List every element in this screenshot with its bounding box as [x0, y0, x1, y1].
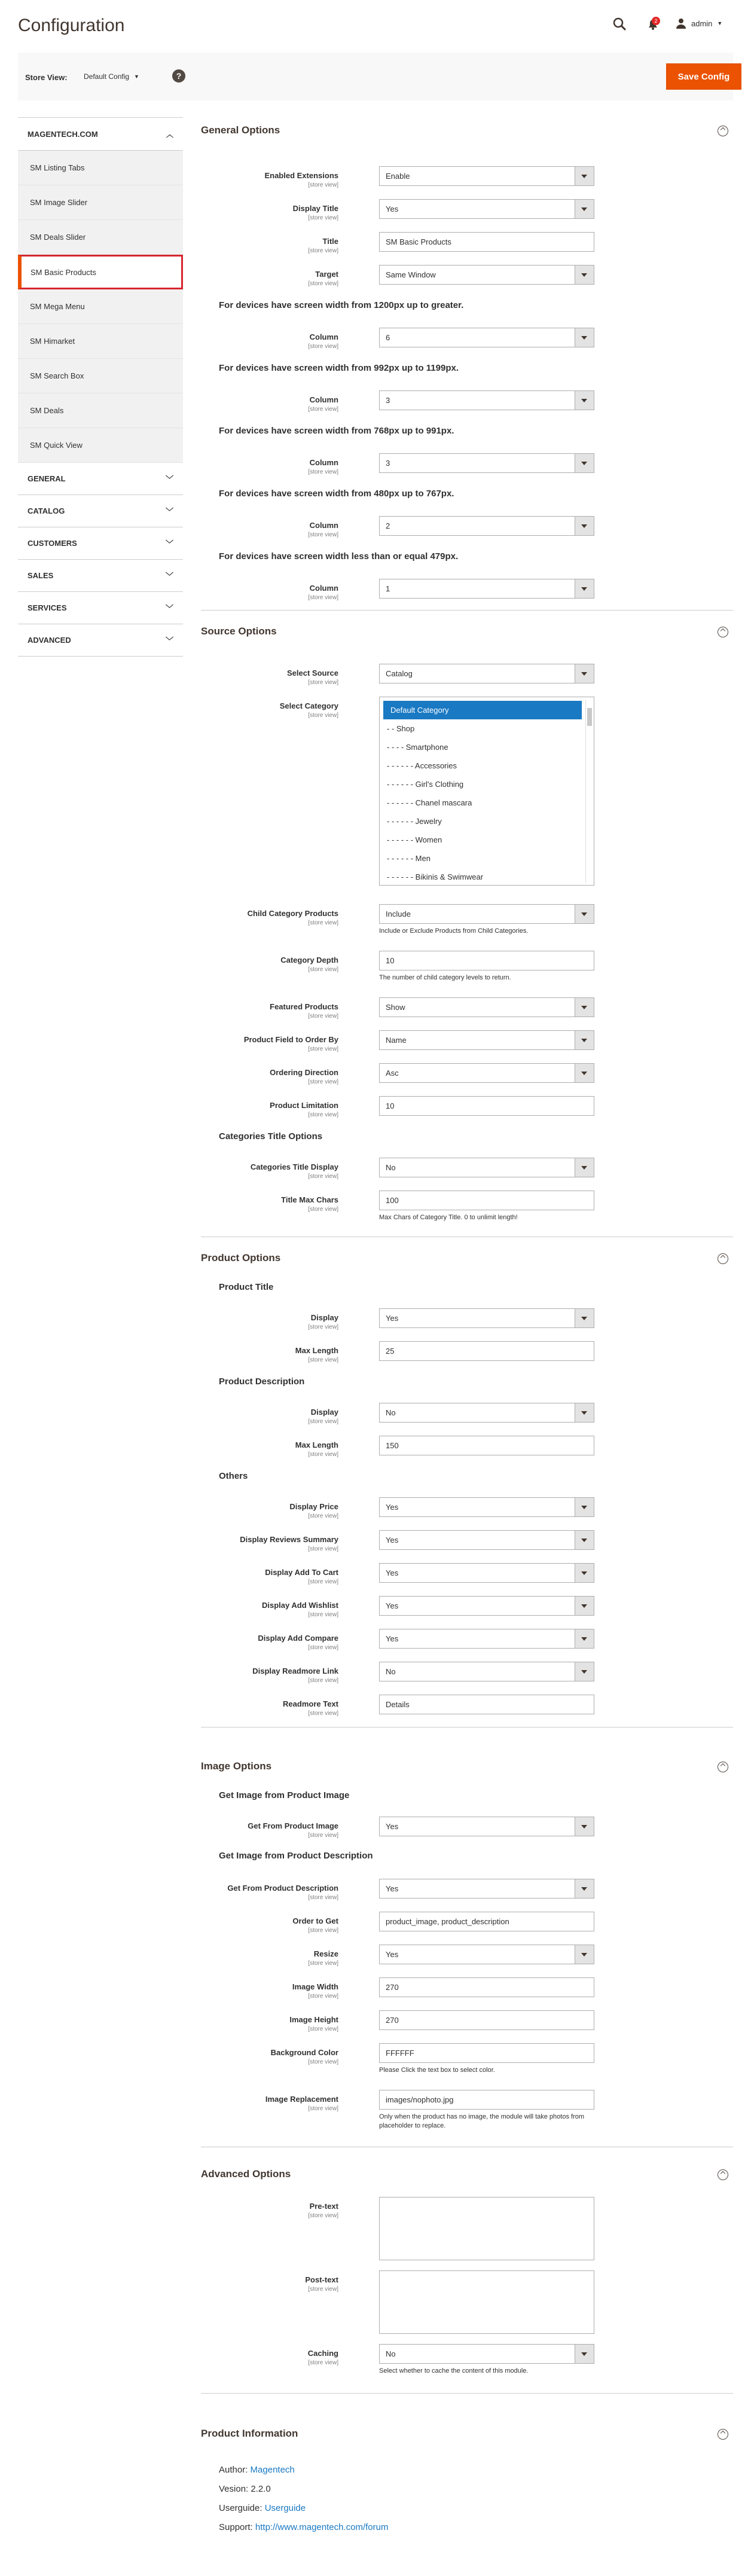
field-label: Product Limitation: [270, 1101, 338, 1110]
scrollbar-thumb[interactable]: [587, 708, 592, 726]
field-note: Max Chars of Category Title. 0 to unlimit length!: [379, 1214, 518, 1221]
field-label: Ordering Direction: [270, 1068, 338, 1077]
display-add-cart-select[interactable]: Yes: [379, 1563, 594, 1583]
field-label: Display Price: [289, 1502, 338, 1511]
image-replacement-input[interactable]: images/nophoto.jpg: [379, 2090, 594, 2110]
category-option[interactable]: - - - - - - Chanel mascara: [387, 798, 472, 807]
field-label: Target: [315, 270, 338, 279]
field-label: Max Length: [295, 1346, 338, 1355]
caret-down-icon: ▼: [134, 74, 139, 80]
product-information-header[interactable]: [201, 2421, 733, 2446]
config-sidebar: [18, 117, 183, 657]
readmore-text-input[interactable]: Details: [379, 1695, 594, 1714]
scope-label: [store view]: [308, 1710, 338, 1717]
sidebar-section-general[interactable]: [18, 463, 183, 495]
scope-label: [store view]: [308, 1046, 338, 1052]
field-label: Display: [310, 1313, 338, 1322]
scope-label: [store view]: [308, 1677, 338, 1684]
display-title-select[interactable]: Yes: [379, 199, 594, 219]
image-options-header[interactable]: [201, 1753, 733, 1778]
field-label: Product Field to Order By: [243, 1035, 338, 1044]
field-label: Featured Products: [270, 1002, 338, 1011]
sidebar-item-image-slider[interactable]: SM Image Slider: [18, 185, 183, 220]
column-480-select[interactable]: 2: [379, 516, 594, 536]
category-option[interactable]: - - - - - - Bikinis & Swimwear: [387, 872, 484, 881]
category-option[interactable]: - - - - - - Men: [387, 854, 431, 863]
field-label: Title: [322, 237, 338, 246]
chevron-down-icon: ﹀: [165, 572, 173, 581]
category-option[interactable]: - - - - - - Jewelry: [387, 817, 442, 826]
scope-label: [store view]: [308, 1927, 338, 1934]
field-label: Column: [309, 332, 338, 341]
from-image-select[interactable]: Yes: [379, 1817, 594, 1836]
collapse-icon[interactable]: [718, 126, 728, 136]
enabled-extensions-select[interactable]: Enable: [379, 166, 594, 186]
section-title: General Options: [201, 124, 280, 136]
scope-label: [store view]: [308, 966, 338, 973]
field-label: Display: [310, 1408, 338, 1417]
field-label: Get From Product Description: [227, 1884, 338, 1893]
others-heading: Others: [219, 1471, 248, 1481]
store-view-dropdown[interactable]: [84, 72, 139, 81]
column-992-select[interactable]: 3: [379, 390, 594, 410]
ordering-direction-select[interactable]: Asc: [379, 1063, 594, 1083]
field-label: Column: [309, 395, 338, 404]
userguide-line: [219, 2503, 306, 2513]
order-by-select[interactable]: Name: [379, 1030, 594, 1050]
field-label: Column: [309, 458, 338, 467]
version-label: Vesion:: [219, 2484, 249, 2494]
scope-label: [store view]: [308, 2360, 338, 2366]
featured-products-select[interactable]: Show: [379, 997, 594, 1017]
image-from-product-heading: Get Image from Product Image: [219, 1790, 350, 1800]
field-label: Display Add Wishlist: [262, 1601, 338, 1610]
chevron-down-icon: ﹀: [165, 604, 173, 613]
field-note: Include or Exclude Products from Child Categories.: [379, 927, 529, 935]
scope-label: [store view]: [308, 712, 338, 719]
title-max-length-input[interactable]: 25: [379, 1341, 594, 1361]
scope-label: [store view]: [308, 280, 338, 287]
user-icon: [676, 18, 686, 29]
chevron-down-icon: ﹀: [165, 636, 173, 645]
scope-label: [store view]: [308, 1013, 338, 1020]
from-desc-select[interactable]: Yes: [379, 1879, 594, 1899]
product-limitation-input[interactable]: 10: [379, 1096, 594, 1116]
version-value: 2.2.0: [251, 2484, 271, 2494]
scope-label: [store view]: [308, 920, 338, 926]
scope-label: [store view]: [308, 1451, 338, 1458]
scope-label: [store view]: [308, 1644, 338, 1651]
field-label: Select Source: [287, 669, 338, 677]
field-label: Title Max Chars: [281, 1195, 338, 1204]
device-heading-479: For devices have screen width less than or equal 479px.: [219, 551, 459, 561]
scope-label: [store view]: [308, 2286, 338, 2293]
general-options-header[interactable]: [201, 117, 733, 142]
divider: [201, 610, 733, 611]
title-display-select[interactable]: Yes: [379, 1308, 594, 1328]
field-label: Category Depth: [280, 956, 338, 965]
user-name: admin: [691, 19, 713, 28]
scope-label: [store view]: [308, 182, 338, 188]
display-readmore-select[interactable]: No: [379, 1662, 594, 1681]
userguide-link[interactable]: Userguide: [264, 2503, 306, 2513]
scope-label: [store view]: [308, 2105, 338, 2112]
store-view-label: Store View:: [25, 73, 68, 82]
display-reviews-select[interactable]: Yes: [379, 1530, 594, 1550]
field-label: Display Reviews Summary: [240, 1535, 338, 1544]
scope-label: [store view]: [308, 532, 338, 538]
sidebar-item-search-box[interactable]: SM Search Box: [18, 359, 183, 393]
author-line: [219, 2465, 295, 2475]
scope-label: [store view]: [308, 2212, 338, 2219]
sidebar-section-label: ADVANCED: [28, 636, 71, 645]
section-title: Product Options: [201, 1252, 281, 1263]
scope-label: [store view]: [308, 1513, 338, 1519]
category-option[interactable]: - - - - - - Girl's Clothing: [387, 780, 464, 789]
sidebar-item-himarket[interactable]: SM Himarket: [18, 324, 183, 359]
sidebar-section-label: CUSTOMERS: [28, 539, 77, 548]
sidebar-section-services[interactable]: [18, 592, 183, 624]
scope-label: [store view]: [308, 1579, 338, 1585]
field-note: Only when the product has no image, the module will take photos from placeholder to replace.: [379, 2113, 585, 2129]
sidebar-item-deals-slider[interactable]: SM Deals Slider: [18, 220, 183, 255]
sidebar-item-listing-tabs[interactable]: SM Listing Tabs: [18, 151, 183, 185]
field-label: Select Category: [279, 701, 338, 710]
scope-label: [store view]: [308, 215, 338, 221]
field-label: Display Add Compare: [258, 1634, 338, 1643]
store-switcher-bar: [18, 53, 733, 100]
section-title: Image Options: [201, 1760, 272, 1772]
sidebar-section-label: CATALOG: [28, 506, 65, 515]
sidebar-item-mega-menu[interactable]: SM Mega Menu: [18, 289, 183, 324]
desc-max-length-input[interactable]: 150: [379, 1436, 594, 1455]
field-label: Display Title: [292, 204, 338, 213]
source-options-header[interactable]: [201, 618, 733, 643]
select-source-select[interactable]: Catalog: [379, 664, 594, 683]
field-label: Background Color: [270, 2048, 338, 2057]
field-label: Column: [309, 521, 338, 530]
product-options-header[interactable]: [201, 1245, 733, 1270]
background-color-input[interactable]: FFFFFF: [379, 2043, 594, 2063]
chevron-down-icon: ﹀: [165, 475, 173, 484]
scrollbar[interactable]: [585, 700, 593, 883]
scope-label: [store view]: [308, 1324, 338, 1330]
title-input[interactable]: SM Basic Products: [379, 232, 594, 252]
field-label: Column: [309, 584, 338, 593]
device-heading-992: For devices have screen width from 992px up to 1199px.: [219, 363, 459, 373]
section-title: Product Information: [201, 2428, 298, 2439]
scope-label: [store view]: [308, 406, 338, 413]
collapse-icon[interactable]: [718, 627, 728, 637]
sidebar-section-label: GENERAL: [28, 474, 66, 483]
author-link[interactable]: Magentech: [250, 2465, 295, 2475]
category-option[interactable]: Default Category: [383, 701, 582, 719]
support-line: [219, 2522, 388, 2532]
sidebar-group-label: MAGENTECH.COM: [28, 129, 98, 139]
image-height-input[interactable]: 270: [379, 2010, 594, 2030]
target-select[interactable]: Same Window: [379, 265, 594, 285]
sidebar-section-label: SERVICES: [28, 603, 67, 612]
chevron-down-icon: ﹀: [165, 539, 173, 548]
image-width-input[interactable]: 270: [379, 1977, 594, 1997]
search-icon[interactable]: [612, 17, 627, 31]
user-menu[interactable]: [676, 18, 722, 29]
column-1200-select[interactable]: 6: [379, 328, 594, 347]
order-to-get-input[interactable]: product_image, product_description: [379, 1912, 594, 1931]
category-depth-input[interactable]: 10: [379, 951, 594, 970]
category-option[interactable]: - - - - Smartphone: [387, 743, 448, 752]
field-label: Readmore Text: [283, 1699, 338, 1708]
field-label: Caching: [307, 2349, 338, 2358]
column-479-select[interactable]: 1: [379, 579, 594, 599]
field-label: Resize: [313, 1949, 338, 1958]
category-option[interactable]: - - - - - - Accessories: [387, 761, 457, 770]
desc-display-select[interactable]: No: [379, 1403, 594, 1423]
categories-title-display-select[interactable]: No: [379, 1158, 594, 1177]
field-label: Child Category Products: [247, 909, 338, 918]
sidebar-submenu: [18, 151, 183, 463]
sidebar-section-customers[interactable]: [18, 527, 183, 560]
sidebar-item-basic-products[interactable]: SM Basic Products: [18, 255, 183, 289]
resize-select[interactable]: Yes: [379, 1945, 594, 1964]
title-max-chars-input[interactable]: 100: [379, 1191, 594, 1210]
scope-label: [store view]: [308, 679, 338, 686]
field-label: Display Readmore Link: [252, 1667, 338, 1675]
scope-label: [store view]: [308, 1993, 338, 2000]
sidebar-section-advanced[interactable]: [18, 624, 183, 657]
scope-label: [store view]: [308, 1418, 338, 1425]
field-label: Max Length: [295, 1440, 338, 1449]
sidebar-group-magentech[interactable]: [18, 117, 183, 151]
field-label: Display Add To Cart: [265, 1568, 338, 1577]
category-option[interactable]: - - Shop: [387, 724, 415, 733]
section-title: Source Options: [201, 625, 277, 637]
scope-label: [store view]: [308, 1832, 338, 1839]
field-label: Pre-text: [309, 2202, 338, 2211]
help-icon[interactable]: ?: [172, 69, 185, 83]
display-wishlist-select[interactable]: Yes: [379, 1596, 594, 1616]
category-option[interactable]: - - - - - - Women: [387, 835, 442, 844]
scope-label: [store view]: [308, 1112, 338, 1118]
pre-text-textarea[interactable]: [379, 2197, 594, 2260]
post-text-textarea[interactable]: [379, 2270, 594, 2334]
scope-label: [store view]: [308, 2026, 338, 2032]
collapse-icon[interactable]: [718, 2169, 728, 2180]
author-label: Author:: [219, 2465, 248, 2475]
field-label: Image Replacement: [265, 2095, 338, 2104]
sidebar-section-sales[interactable]: [18, 560, 183, 592]
image-from-desc-heading: Get Image from Product Description: [219, 1851, 373, 1861]
scope-label: [store view]: [308, 2059, 338, 2065]
section-title: Advanced Options: [201, 2168, 291, 2180]
field-note: Select whether to cache the content of this module.: [379, 2367, 529, 2374]
field-label: Image Width: [292, 1982, 338, 1991]
caret-down-icon: ▼: [717, 20, 723, 26]
field-label: Categories Title Display: [250, 1162, 338, 1171]
column-768-select[interactable]: 3: [379, 453, 594, 473]
categories-title-heading: Categories Title Options: [219, 1131, 323, 1142]
field-label: Order to Get: [292, 1916, 338, 1925]
scope-label: [store view]: [308, 1611, 338, 1618]
sidebar-item-quick-view[interactable]: SM Quick View: [18, 428, 183, 463]
advanced-options-header[interactable]: [201, 2161, 733, 2186]
field-label: Image Height: [289, 2015, 338, 2024]
scope-label: [store view]: [308, 1357, 338, 1363]
userguide-label: Userguide:: [219, 2503, 262, 2513]
scope-label: [store view]: [308, 343, 338, 350]
support-link[interactable]: http://www.magentech.com/forum: [255, 2522, 389, 2532]
sidebar-section-catalog[interactable]: [18, 495, 183, 527]
field-label: Post-text: [305, 2275, 338, 2284]
scope-label: [store view]: [308, 1894, 338, 1901]
caching-select[interactable]: No: [379, 2344, 594, 2364]
field-note: Please Click the text box to select color.: [379, 2067, 495, 2074]
collapse-icon[interactable]: [718, 1762, 728, 1772]
divider: [201, 2393, 733, 2394]
store-view-value: Default Config: [84, 72, 130, 81]
collapse-icon[interactable]: [718, 1253, 728, 1264]
sidebar-section-label: SALES: [28, 571, 54, 580]
product-description-heading: Product Description: [219, 1376, 305, 1387]
child-category-select[interactable]: Include: [379, 904, 594, 924]
notification-count-badge: 2: [652, 17, 660, 25]
display-price-select[interactable]: Yes: [379, 1497, 594, 1517]
device-heading-768: For devices have screen width from 768px up to 991px.: [219, 426, 454, 436]
category-multiselect[interactable]: [379, 697, 594, 886]
page-header: [0, 0, 751, 53]
scope-label: [store view]: [308, 248, 338, 254]
version-line: [219, 2484, 271, 2494]
scope-label: [store view]: [308, 1173, 338, 1180]
page-title: Configuration: [18, 16, 125, 35]
scope-label: [store view]: [308, 1206, 338, 1213]
scope-label: [store view]: [308, 1079, 338, 1085]
support-label: Support:: [219, 2522, 253, 2532]
display-compare-select[interactable]: Yes: [379, 1629, 594, 1649]
scope-label: [store view]: [308, 594, 338, 601]
chevron-up-icon: ︿: [166, 130, 173, 139]
collapse-icon[interactable]: [718, 2429, 728, 2440]
device-heading-480: For devices have screen width from 480px up to 767px.: [219, 489, 454, 499]
scope-label: [store view]: [308, 469, 338, 475]
field-label: Enabled Extensions: [264, 171, 338, 180]
save-config-button[interactable]: Save Config: [666, 63, 741, 90]
device-heading-1200: For devices have screen width from 1200px up to greater.: [219, 300, 464, 310]
field-note: The number of child category levels to return.: [379, 974, 511, 981]
field-label: Get From Product Image: [248, 1821, 338, 1830]
scope-label: [store view]: [308, 1960, 338, 1967]
product-title-heading: Product Title: [219, 1282, 274, 1292]
sidebar-item-deals[interactable]: SM Deals: [18, 393, 183, 428]
chevron-down-icon: ﹀: [165, 507, 173, 516]
scope-label: [store view]: [308, 1546, 338, 1552]
